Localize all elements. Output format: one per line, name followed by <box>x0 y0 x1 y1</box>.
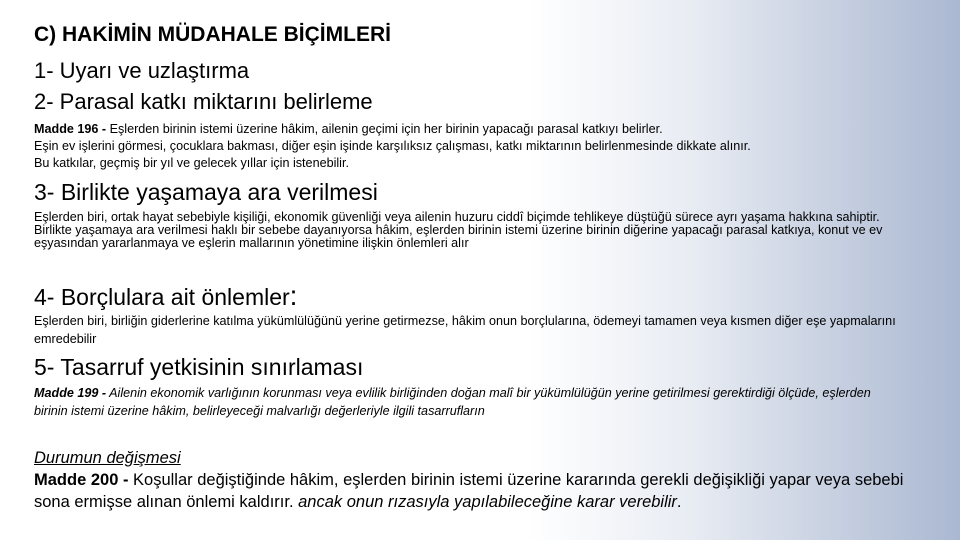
madde-196-label: Madde 196 - <box>34 122 107 136</box>
item-4-text: Eşlerden biri, birliğin giderlerine katılma yükümlülüğünü yerine getirmezse, hâkim onun borçlularına, ödemeyi tamamen veya kısmen diğer eşe yapmalarını emredebilir <box>34 314 896 346</box>
durum-block <box>34 447 934 513</box>
item-1-heading: 1- Uyarı ve uzlaştırma <box>34 58 250 83</box>
madde-199-label: Madde 199 - <box>34 386 107 400</box>
durum-heading: Durumun değişmesi <box>34 449 181 467</box>
madde-200-text: Madde 200 - Koşullar değiştiğinde hâkim, eşlerden birinin istemi üzerine kararında gerekli değişikliği yapar veya sebebi sona ermişse alınan önlemi kaldırır. ancak onun rızasıyla yapılabileceğine karar verebilir. <box>34 471 904 511</box>
madde-196-line-3: Bu katkılar, geçmiş bir yıl ve gelecek yıllar için istenebilir. <box>34 156 349 170</box>
item-3-heading: 3- Birlikte yaşamaya ara verilmesi <box>34 179 378 205</box>
page-title: C) HAKİMİN MÜDAHALE BİÇİMLERİ <box>34 23 391 46</box>
item-3-text-block <box>34 211 934 250</box>
item-3-text-1: Eşlerden biri, ortak hayat sebebiyle kişiliği, ekonomik güvenliği veya ailenin huzuru ciddî biçimde tehlikeye düştüğü sürece ayrı yaşama hakkına sahiptir. <box>34 210 880 224</box>
item-5-heading: 5- Tasarruf yetkisinin sınırlaması <box>34 354 364 380</box>
item-3-text-2: Birlikte yaşamaya ara verilmesi haklı bir sebebe dayanıyorsa hâkim, eşlerden birinin istemi üzerine birinin diğerine yapacağı parasal katkıya, konut ve ev eşyasından yararlanmaya ve eşlerin mallarının yönetimine ilişkin önlemleri alır <box>34 223 883 250</box>
madde-196-line-1: Madde 196 - Eşlerden birinin istemi üzerine hâkim, ailenin geçimi için her birinin yapacağı parasal katkıyı belirler. <box>34 122 663 136</box>
madde-196-block <box>34 121 940 172</box>
item-2-heading: 2- Parasal katkı miktarını belirleme <box>34 89 373 114</box>
madde-199-block: Madde 199 - Ailenin ekonomik varlığının korunması veya evlilik birliğinden doğan malî bir yükümlülüğün yerine getirilmesi gerektirdiği ölçüde, eşlerden birinin istemi üzerine hâkim, belirleyeceği malvarlığı değerleriyle ilgili tasarrufların <box>34 386 871 418</box>
item-4-heading: 4- Borçlulara ait önlemler: <box>34 280 298 311</box>
madde-200-label: Madde 200 - <box>34 471 129 489</box>
madde-196-line-2: Eşin ev işlerini görmesi, çocuklara bakması, diğer eşin işinde karşılıksız çalışması, katkı miktarının belirlenmesinde dikkate alınır. <box>34 139 751 153</box>
